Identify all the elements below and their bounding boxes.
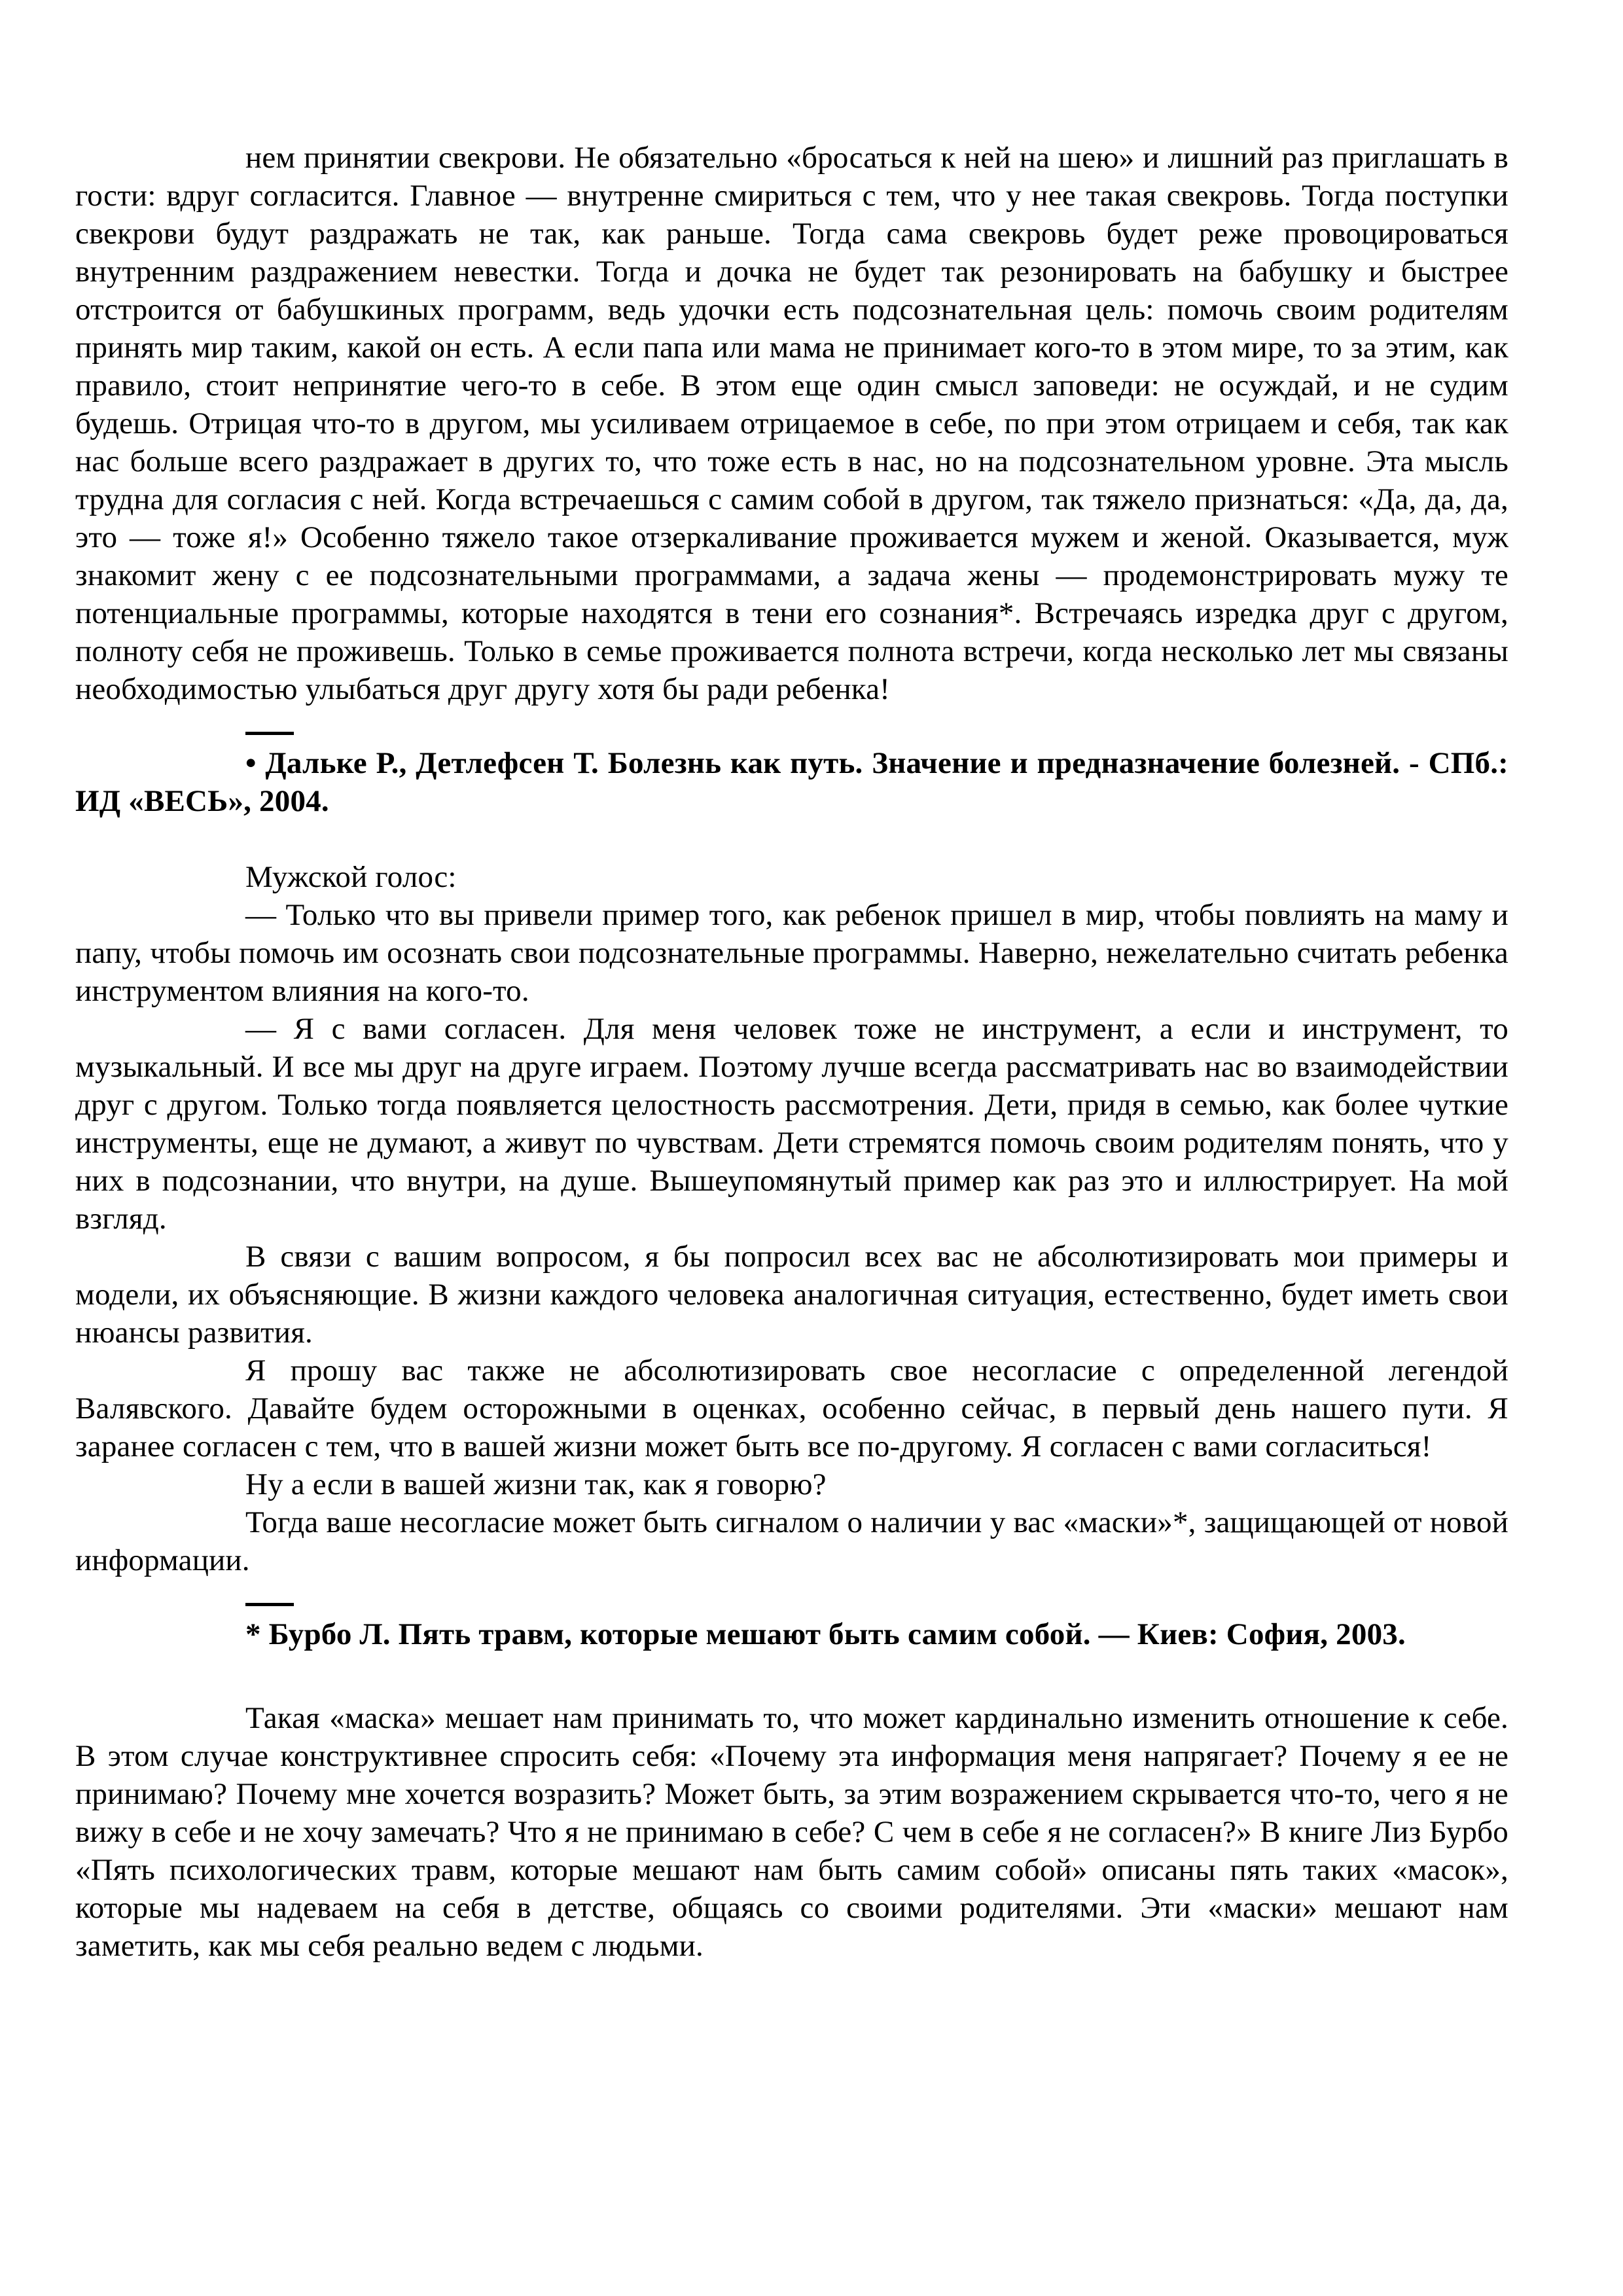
footnote-separator-2 (245, 1603, 294, 1606)
paragraph-opening: нем принятии свекрови. Не обязательно «бросаться к ней на шею» и лишний раз приглашать в гости: вдруг согласится. Главное — внутренне смириться с тем, что у нее такая свекровь. Тогда поступки свекрови будут раздражать не так, как раньше. Тогда сама свекровь будет реже провоцироваться внутренним раздражением невестки. Тогда и дочка не будет так резонировать на бабушку и быстрее отстроится от бабушкиных программ, ведь удочки есть подсознательная цель: помочь своим родителям принять мир таким, какой он есть. А если папа или мама не принимает кого-то в этом мире, то за этим, как правило, стоит непринятие чего-то в себе. В этом еще один смысл заповеди: не осуждай, и не судим будешь. Отрицая что-то в другом, мы усиливаем отрицаемое в себе, по при этом отрицаем и себя, так как нас больше всего раздражает в других то, что тоже есть в нас, но на подсознательном уровне. Эта мысль трудна для согласия с ней. Когда встречаешься с самим собой в другом, так тяжело признаться: «Да, да, да, это — тоже я!» Особенно тяжело такое отзеркаливание проживается мужем и женой. Оказывается, муж знакомит жену с ее подсознательными программами, а задача жены — продемонстрировать мужу те потенциальные программы, которые находятся в тени его сознания*. Встречаясь изредка друг с другом, полноту себя не проживешь. Только в семье проживается полнота встречи, когда несколько лет мы связаны необходимостью улыбаться друг другу хотя бы ради ребенка! (75, 141, 1508, 706)
dialog-answer-1: — Я с вами согласен. Для меня человек тоже не инструмент, а если и инструмент, то музыкальный. И все мы друг на друге играем. Поэтому лучше всегда рассматривать нас во взаимодействии друг с другом. Только тогда появляется целостность рассмотрения. Дети, придя в семью, как более чуткие инструменты, еще не думают, а живут по чувствам. Дети стремятся помочь своим родителям понять, что у них в подсознании, что внутри, на душе. Вышеупомянутый пример как раз это и иллюстрирует. На мой взгляд. (75, 1012, 1508, 1236)
dialog-answer-5: Тогда ваше несогласие может быть сигналом о наличии у вас «маски»*, защищающей от новой информации. (75, 1505, 1508, 1577)
dialog-answer-3: Я прошу вас также не абсолютизировать свое несогласие с определенной легендой Валявского. Давайте будем осторожными в оценках, особенно сейчас, в первый день нашего пути. Я заранее согласен с тем, что в вашей жизни может быть все по-другому. Я согласен с вами согласиться! (75, 1354, 1508, 1463)
reference-bourbeau: * Бурбо Л. Пять травм, которые мешают быть самим собой. — Киев: София, 2003. (245, 1617, 1406, 1651)
paragraph-masks-closing: Такая «маска» мешает нам принимать то, что может кардинально изменить отношение к себе. В этом случае конструктивнее спросить себя: «Почему эта информация меня напрягает? Почему я ее не принимаю? Почему мне хочется возразить? Может быть, за этим возражением скрывается что-то, чего я не вижу в себе и не хочу замечать? Что я не принимаю в себе? С чем в себе я не согласен?» В книге Лиз Бурбо «Пять психологических травм, которые мешают нам быть самим собой» описаны пять таких «масок», которые мы надеваем на себя в детстве, общаясь со своими родителями. Эти «маски» мешают нам заметить, как мы себя реально ведем с людьми. (75, 1701, 1508, 1963)
footnote-separator-1 (245, 732, 294, 735)
dialog-question: — Только что вы привели пример того, как ребенок пришел в мир, чтобы повлиять на маму и папу, чтобы помочь им осознать свои подсознательные программы. Наверно, нежелательно считать ребенка инструментом влияния на кого-то. (75, 898, 1508, 1008)
reference-dalke-detlefsen: • Дальке Р., Детлефсен Т. Болезнь как путь. Значение и предназначение болезней. - СПб.: ИД «ВЕСЬ», 2004. (75, 746, 1508, 818)
dialog-answer-4: Ну а если в вашей жизни так, как я говорю? (245, 1467, 827, 1501)
dialog-answer-2: В связи с вашим вопросом, я бы попросил всех вас не абсолютизировать мои примеры и модели, их объясняющие. В жизни каждого человека аналогичная ситуация, естественно, будет иметь свои нюансы развития. (75, 1240, 1508, 1350)
speaker-label: Мужской голос: (245, 860, 457, 894)
